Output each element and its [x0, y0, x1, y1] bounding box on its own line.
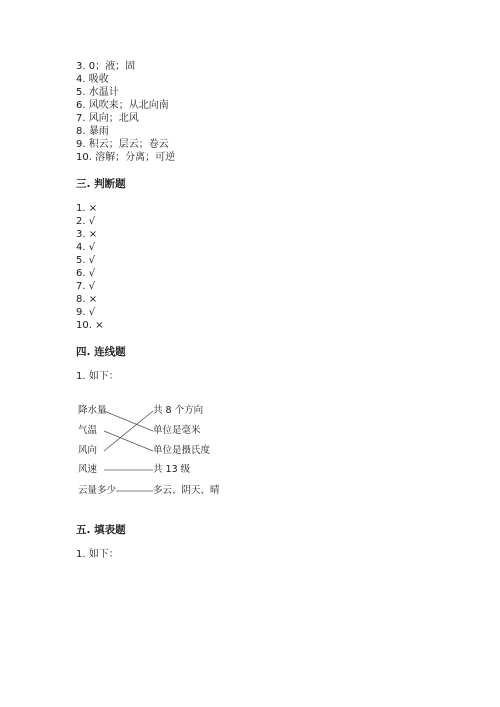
answer-item: 6. √ [76, 268, 96, 279]
answer-item: 4. √ [76, 242, 96, 253]
match-left-item: 风速 [78, 464, 98, 475]
connector-line [104, 411, 153, 431]
match-left-item: 降水量 [78, 405, 107, 416]
matching-intro: 1. 如下： [76, 371, 119, 382]
match-right-item: 单位是摄氏度 [153, 445, 211, 456]
match-right-item: 单位是毫米 [153, 425, 201, 436]
table-intro: 1. 如下： [76, 549, 119, 560]
answer-item: 8. × [76, 294, 98, 305]
answer-item: 10. 溶解；分离；可逆 [76, 152, 176, 163]
answer-item: 10. × [76, 320, 104, 331]
match-right-item: 共 8 个方向 [153, 405, 204, 416]
answer-item: 7. √ [76, 281, 96, 292]
answer-item: 6. 风吹来；从北向南 [76, 100, 169, 111]
answer-item: 2. √ [76, 216, 96, 227]
match-left-item: 气温 [78, 425, 98, 436]
answer-item: 1. × [76, 203, 98, 214]
match-left-item: 风向 [78, 445, 98, 456]
answer-item: 3. × [76, 229, 98, 240]
answer-item: 7. 风向；北风 [76, 113, 139, 124]
match-right-item: 共 13 级 [153, 464, 191, 475]
answer-item: 9. 积云；层云；卷云 [76, 139, 169, 150]
section-title-matching: 四. 连线题 [76, 346, 126, 358]
section-title-judge: 三. 判断题 [76, 178, 126, 190]
answer-item: 5. 水温计 [76, 87, 119, 98]
answer-item: 9. √ [76, 307, 96, 318]
answer-item: 5. √ [76, 255, 96, 266]
answer-item: 4. 吸收 [76, 74, 109, 85]
answer-item: 8. 暴雨 [76, 126, 109, 137]
section-title-table: 五. 填表题 [76, 524, 126, 536]
answer-item: 3. 0；液；固 [76, 61, 136, 72]
match-right-item: 多云、阴天、晴 [153, 485, 220, 496]
match-left-item: 云量多少 [78, 485, 117, 496]
connector-line [104, 431, 153, 451]
connector-line [104, 411, 153, 451]
